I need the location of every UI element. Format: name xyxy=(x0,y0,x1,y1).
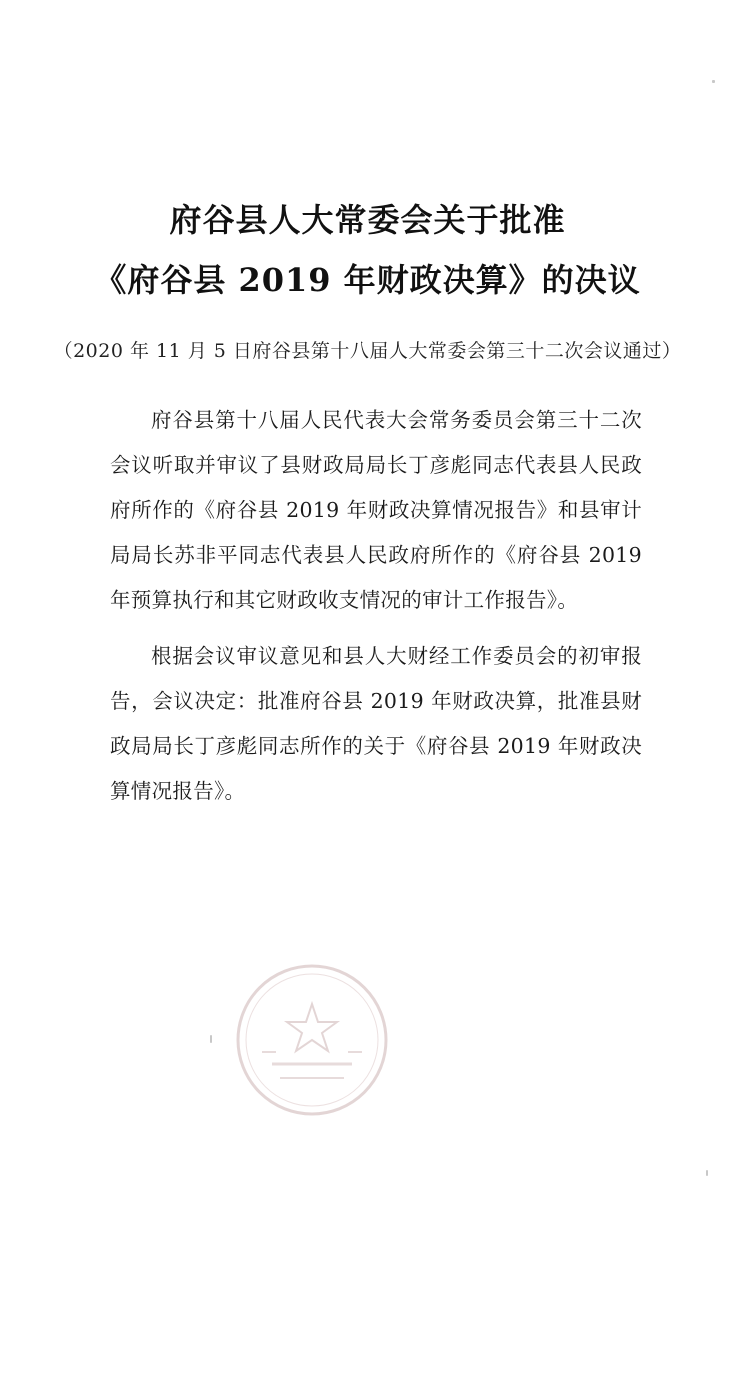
body-paragraph-2: 根据会议审议意见和县人大财经工作委员会的初审报告，会议决定：批准府谷县 2019 年财政决算，批准县财政局局长丁彦彪同志所作的关于《府谷县 2019 年财政决算情况报告》。 xyxy=(110,644,642,803)
body-paragraph-1: 府谷县第十八届人民代表大会常务委员会第三十二次会议听取并审议了县财政局局长丁彦彪同志代表县人民政府所作的《府谷县 2019 年财政决算情况报告》和县审计局局长苏非平同志代表县人民政府所作的《府谷县 2019 年预算执行和其它财政收支情况的审计工作报告》。 xyxy=(110,408,642,612)
scan-speck xyxy=(706,1170,708,1176)
document-subtitle: （2020 年 11 月 5 日府谷县第十八届人大常委会第三十二次会议通过） xyxy=(53,340,682,362)
document-title-line-2: 《府谷县 2019 年财政决算》的决议 xyxy=(94,261,641,299)
document-title-line-1: 府谷县人大常委会关于批准 xyxy=(169,201,566,239)
scan-speck xyxy=(712,80,715,83)
seal-stamp xyxy=(232,960,392,1120)
scan-speck xyxy=(210,1035,212,1043)
